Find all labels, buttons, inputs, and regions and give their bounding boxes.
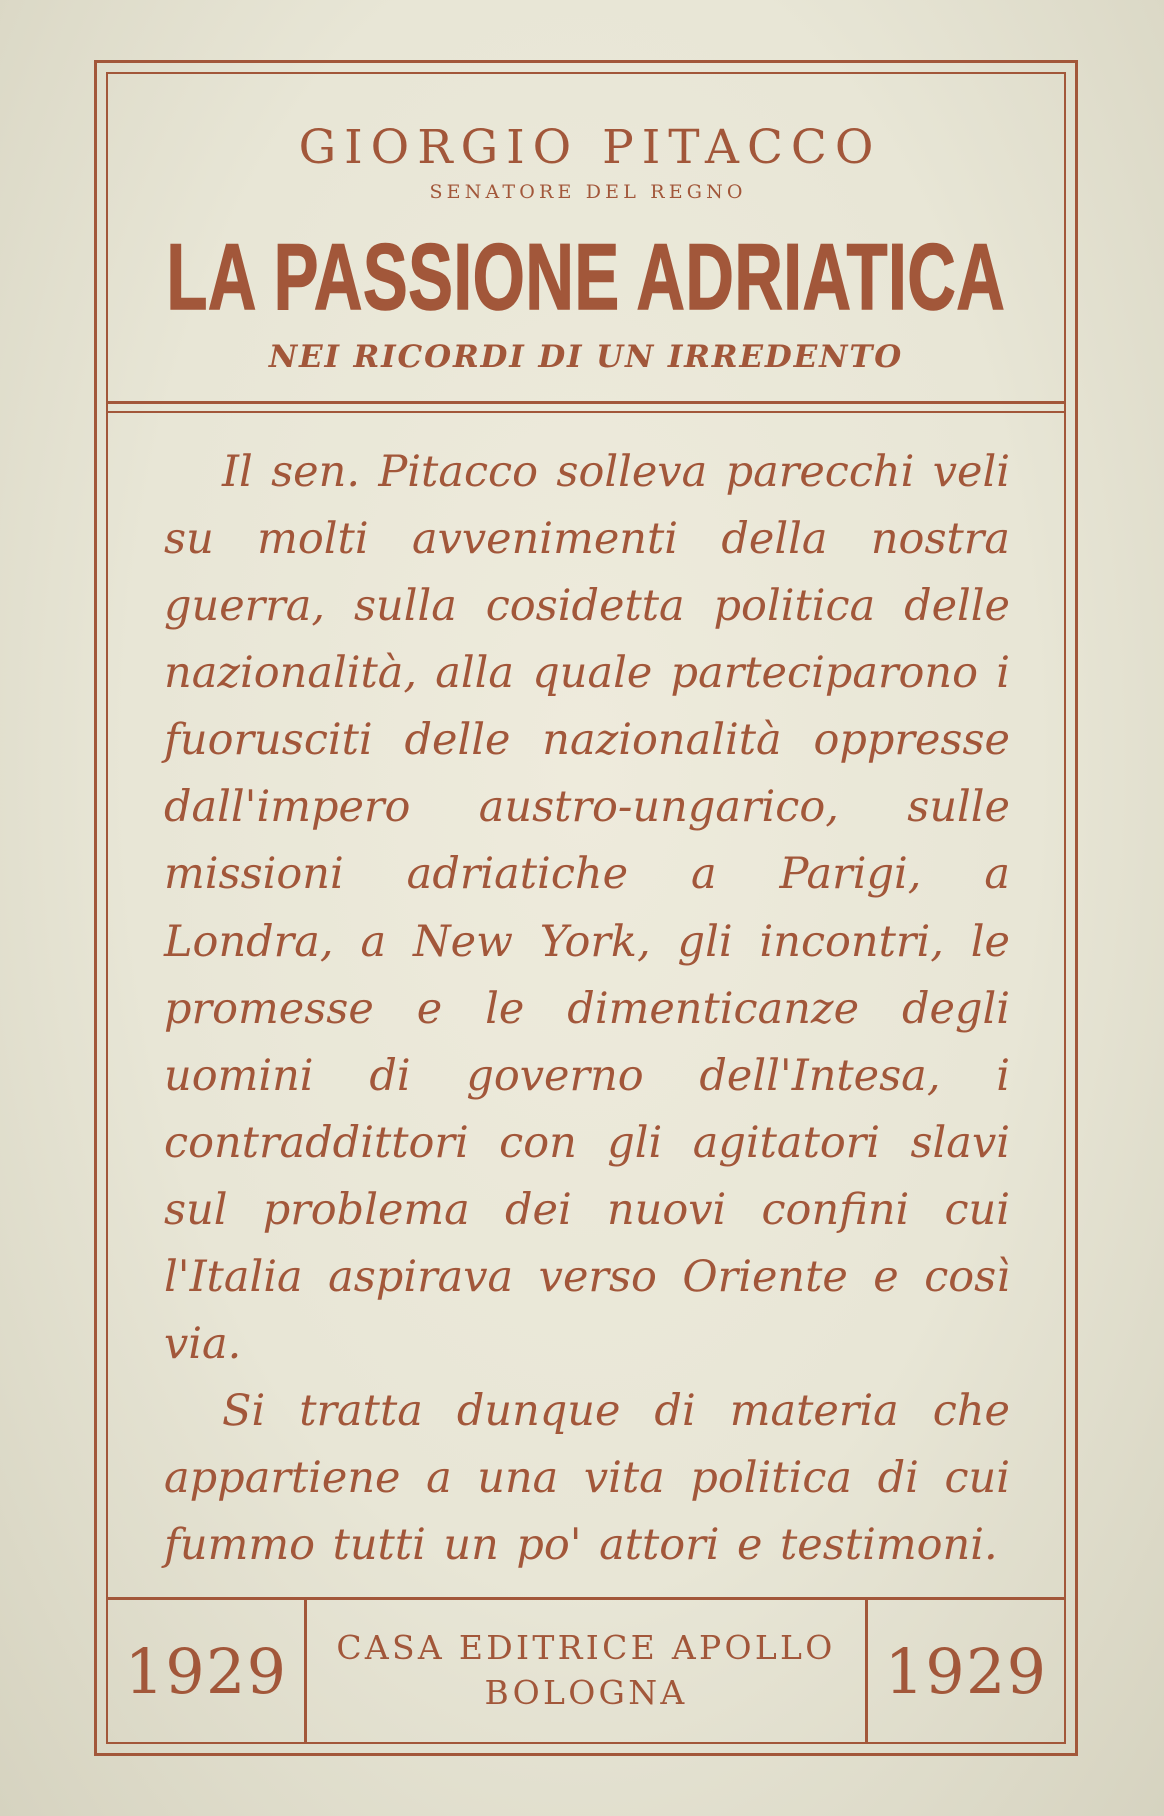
cover-header	[108, 120, 1064, 375]
book-title: LA PASSIONE ADRIATICA	[166, 224, 1006, 329]
decorative-inner-frame	[106, 72, 1066, 1744]
author-title: SENATORE DEL REGNO	[429, 181, 747, 203]
book-subtitle: NEI RICORDI DI UN IRREDENTO	[268, 339, 904, 375]
title-wrapper	[108, 224, 1064, 329]
publisher-name: CASA EDITRICE APOLLO	[336, 1628, 836, 1668]
blurb-paragraph-1: Il sen. Pitacco solleva parecchi veli su molti avvenimenti della nostra guerra, sulla cosidetta politica delle nazionalità, alla quale parteciparono i fuorusciti delle nazionalità oppresse dall'impero austro-ungarico, sulle missioni adriatiche a Parigi, a Londra, a New York, gli incontri, le promesse e le dimenticanze degli uomini di governo dell'Intesa, i contraddittori con gli agitatori slavi sul problema dei nuovi confini cui l'Italia aspirava verso Oriente e così via.	[164, 447, 1010, 1370]
publisher-block	[307, 1600, 865, 1742]
year-left: 1929	[108, 1600, 307, 1742]
double-rule-divider	[108, 401, 1064, 413]
author-name: GIORGIO PITACCO	[298, 120, 882, 175]
imprint-footer	[108, 1597, 1064, 1742]
publisher-city: BOLOGNA	[484, 1673, 688, 1712]
blurb-paragraph-2: Si tratta dunque di materia che appartiene a una vita politica di cui fummo tutti un po' attori e testimoni.	[164, 1386, 1010, 1571]
year-right: 1929	[865, 1600, 1064, 1742]
blurb-text	[108, 413, 1064, 1579]
decorative-outer-frame	[94, 60, 1078, 1756]
